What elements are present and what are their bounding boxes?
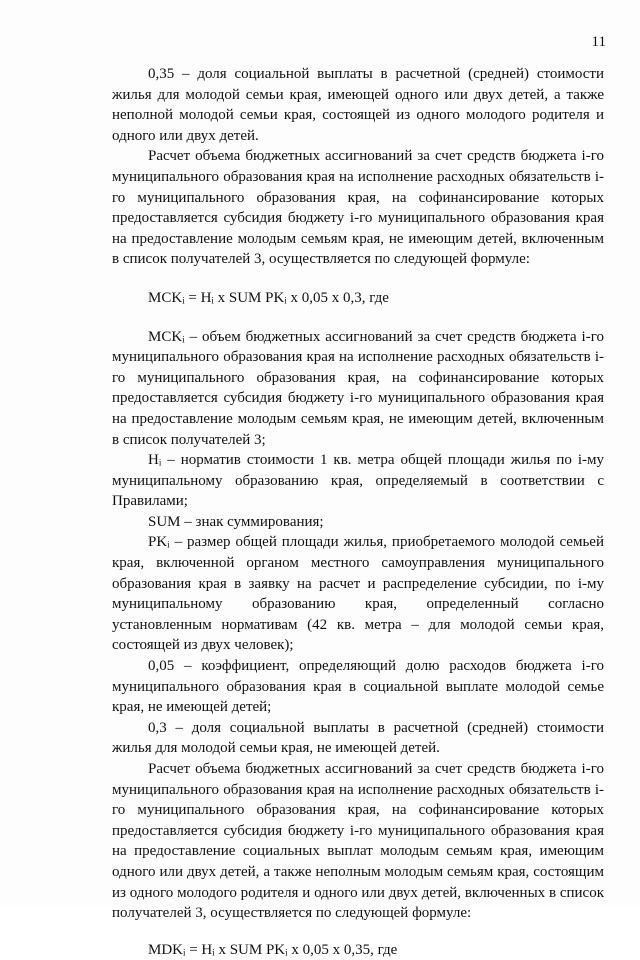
paragraph-coefficient-035: 0,35 – доля социальной выплаты в расчетной (средней) стоимости жилья для молодой семьи края, имеющей одного или двух детей, а также неполной молодой семьи края, состоящей из одного молодого родителя и одного или двух детей. [112, 66, 604, 144]
paragraph-calculation-with-children: Расчет объема бюджетных ассигнований за счет средств бюджета i-го муниципального образования края на исполнение расходных обязательств i-го муниципального образования края, на софинансирование которых предоставляется субсидия бюджету i-го муниципального образования края на предоставление социальных выплат молодым семьям края, имеющим одного или двух детей, а также неполным молодым семьям края, состоящим из одного молодого родителя и одного или двух детей, включенных в список получателей 3, осуществляется по следующей формуле: [112, 761, 604, 922]
formula-mck: MCKᵢ = Hᵢ x SUM PKᵢ x 0,05 x 0,3, где [148, 289, 389, 306]
definition-mck: MCKᵢ – объем бюджетных ассигнований за счет средств бюджета i-го муниципального образования края на исполнение расходных обязательств i-го муниципального образования края, на софинансирование которых предоставляется субсидия бюджету i-го муниципального образования края на предоставление молодым семьям края, не имеющим детей, включенным в список получателей 3; [112, 328, 604, 448]
document-body [112, 64, 604, 960]
paragraph-calculation-no-children: Расчет объема бюджетных ассигнований за счет средств бюджета i-го муниципального образования края на исполнение расходных обязательств i-го муниципального образования края, на софинансирование которых предоставляется субсидия бюджету i-го муниципального образования края на предоставление молодым семьям края, не имеющим детей, включенным в список получателей 3, осуществляется по следующей формуле: [112, 148, 604, 268]
definition-coefficient-03: 0,3 – доля социальной выплаты в расчетной (средней) стоимости жилья для молодой семьи края, не имеющей детей. [112, 719, 604, 757]
definition-h: Hᵢ – норматив стоимости 1 кв. метра общей площади жилья по i-му муниципальному образованию края, определяемый в соответствии с Правилами; [112, 452, 604, 510]
definition-coefficient-005: 0,05 – коэффициент, определяющий долю расходов бюджета i-го муниципального образования края в социальной выплате молодой семье края, не имеющей детей; [112, 658, 604, 716]
definition-sum: SUM – знак суммирования; [148, 513, 324, 530]
formula-mdk: MDKᵢ = Hᵢ x SUM PKᵢ x 0,05 x 0,35, где [148, 941, 398, 958]
definition-pk: PKᵢ – размер общей площади жилья, приобретаемого молодой семьей края, включенной органом местного самоуправления муниципального образования края в заявку на расчет и распределение субсидии, по i-му муниципальному образованию края, определенный согласно установленным нормативам (42 кв. метра – для молодой семьи края, состоящей из двух человек); [112, 534, 604, 654]
page-number: 11 [591, 34, 606, 50]
